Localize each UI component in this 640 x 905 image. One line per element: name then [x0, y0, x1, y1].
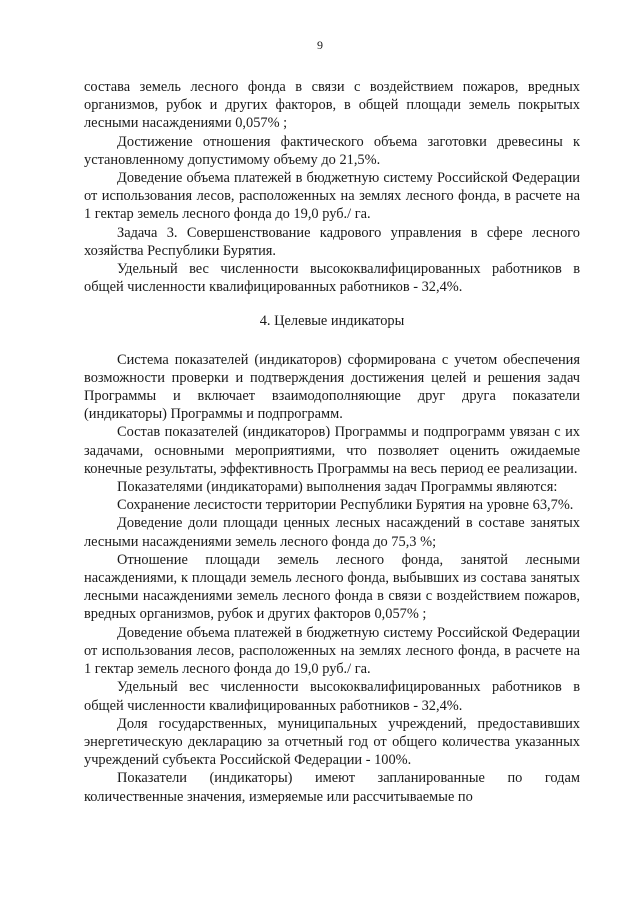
paragraph: Удельный вес численности высококвалифицированных работников в общей численности квалифицированных работников - 32,4%.: [84, 679, 580, 714]
paragraph: Доведение объема платежей в бюджетную систему Российской Федерации от использования лесов, расположенных на землях лесного фонда, в расчете на 1 гектар земель лесного фонда до 19,0 руб./ га.: [84, 170, 580, 223]
section-heading: 4. Целевые индикаторы: [259, 313, 405, 330]
page-number: 9: [317, 38, 323, 52]
paragraph: Сохранение лесистости территории Республики Бурятия на уровне 63,7%.: [117, 497, 574, 514]
paragraph: Доля государственных, муниципальных учреждений, предоставивших энергетическую декларацию за отчетный год от общего количества указанных учреждений субъекта Российской Федерации - 100%.: [84, 715, 580, 769]
paragraph: Показатели (индикаторы) имеют запланированные по годам количественные значения, измеряемые или рассчитываемые по: [84, 770, 580, 805]
paragraph: Доведение объема платежей в бюджетную систему Российской Федерации от использования лесов, расположенных на землях лесного фонда, в расчете на 1 гектар земель лесного фонда до 19,0 руб./ га.: [84, 624, 580, 678]
paragraph: Достижение отношения фактического объема заготовки древесины к установленному допустимому объему до 21,5%.: [84, 133, 580, 168]
paragraph: Состав показателей (индикаторов) Программы и подпрограмм увязан с их задачами, основными мероприятиями, что позволяет оценить ожидаемые конечные результаты, эффективность Программы на весь период ее реализации.: [84, 424, 580, 477]
document-body: [84, 78, 580, 806]
paragraph: Система показателей (индикаторов) сформирована с учетом обеспечения возможности проверки и подтверждения достижения целей и решения задач Программы и включает взаимодополняющие друг друга показатели (индикаторы) Программы и подпрограмм.: [84, 351, 580, 423]
paragraph: Доведение доли площади ценных лесных насаждений в составе занятых лесными насаждениями земель лесного фонда до 75,3 %;: [84, 515, 580, 550]
paragraph: Удельный вес численности высококвалифицированных работников в общей численности квалифицированных работников - 32,4%.: [84, 261, 580, 296]
paragraph: Отношение площади земель лесного фонда, занятой лесными насаждениями, к площади земель лесного фонда, выбывших из состава занятых лесными насаждениями земель лесного фонда в связи с воздействием пожаров, вредных организмов, рубок и других факторов 0,057% ;: [84, 551, 580, 623]
paragraph: Показателями (индикаторами) выполнения задач Программы являются:: [117, 479, 558, 496]
paragraph-continuation: состава земель лесного фонда в связи с воздействием пожаров, вредных организмов, рубок и других факторов, в общей площади земель покрытых лесными насаждениями 0,057% ;: [84, 79, 580, 132]
paragraph: Задача 3. Совершенствование кадрового управления в сфере лесного хозяйства Республики Бурятия.: [84, 224, 580, 259]
